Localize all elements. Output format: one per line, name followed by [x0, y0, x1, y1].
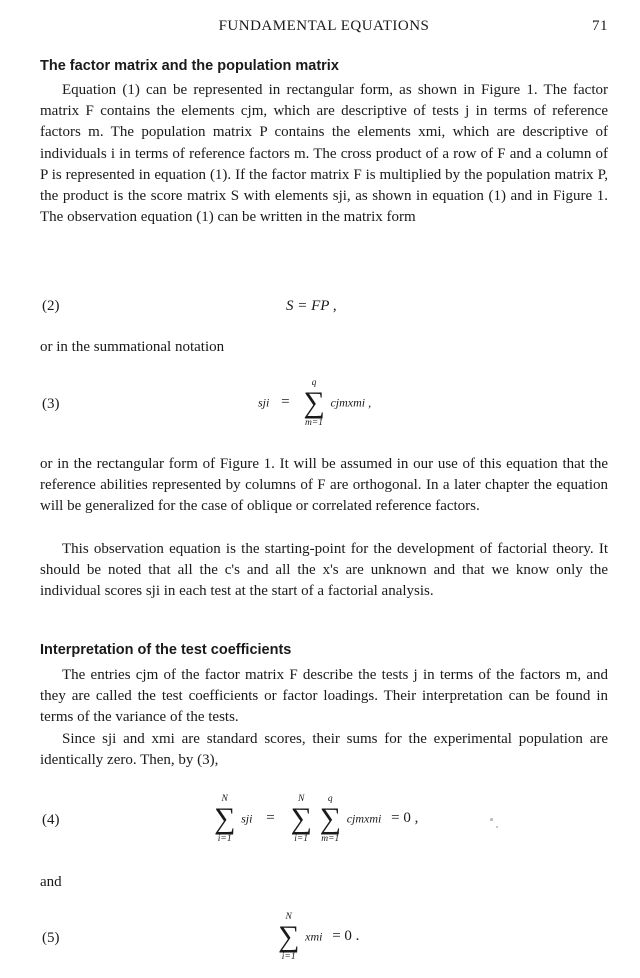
summation-symbol: N ∑ i=1 — [290, 794, 312, 844]
section-heading-test-coefficients: Interpretation of the test coefficients — [40, 642, 292, 658]
and-text: and — [40, 874, 62, 890]
running-title: FUNDAMENTAL EQUATIONS — [218, 18, 430, 34]
equation-2-number: (2) — [42, 298, 60, 314]
scan-speck — [490, 818, 493, 821]
section-heading-factor-matrix: The factor matrix and the population matrix — [40, 58, 339, 74]
summation-symbol: N ∑ i=1 — [278, 912, 300, 962]
paragraph-test-coefficients: The entries cjm of the factor matrix F describe the tests j in terms of the factors m, and they are called the test coefficients or factor loadings. Their interpretation can be found in terms of the variance of the tests. — [40, 667, 608, 726]
equation-5: N ∑ i=1 xmi = 0 . — [278, 912, 360, 962]
summational-intro-text: or in the summational notation — [40, 339, 225, 355]
equation-2: S = FP , — [286, 298, 337, 314]
paragraph-observation-equation: This observation equation is the starting-point for the development of factorial theory. It should be noted that all the c's and all the x's are unknown and that we know only the individual scores sji in each test at the start of a factorial analysis. — [40, 541, 608, 600]
scan-speck — [496, 826, 498, 828]
paragraph-factor-matrix: Equation (1) can be represented in rectangular form, as shown in Figure 1. The factor matrix F contains the elements cjm, which are descriptive of tests j in terms of reference factors m. The population matrix P contains the elements xmi, which are descriptive of individuals i in terms of reference factors m. The cross product of a row of F and a column of P is represented in equation (1). If the factor matrix F is multiplied by the population matrix P, the product is the score matrix S with elements sji, as shown in equation (1) and in Figure 1. The observation equation (1) can be written in the matrix form — [40, 82, 608, 226]
paragraph-standard-scores: Since sji and xmi are standard scores, their sums for the experimental population are identically zero. Then, by (3), — [40, 731, 608, 769]
equation-4: N ∑ i=1 sji = N ∑ i=1 q ∑ m=1 cjmxmi = 0 , — [214, 794, 419, 844]
page-number: 71 — [592, 18, 608, 34]
equation-4-number: (4) — [42, 812, 60, 828]
equation-3-number: (3) — [42, 396, 60, 412]
equation-3-term: cjmxmi , — [330, 395, 372, 410]
equation-3-lhs: sji — [258, 395, 270, 410]
summation-symbol: N ∑ i=1 — [214, 794, 236, 844]
summation-symbol: q ∑ m=1 — [319, 794, 341, 844]
equation-3: sji = q ∑ m=1 cjmxmi , — [258, 378, 372, 428]
running-header — [40, 18, 608, 42]
paragraph-rectangular-form: or in the rectangular form of Figure 1. It will be assumed in our use of this equation that the reference abilities represented by columns of F are orthogonal. In a later chapter the equation will be generalized for the case of oblique or correlated reference factors. — [40, 456, 608, 515]
equation-5-number: (5) — [42, 930, 60, 946]
summation-symbol: q ∑ m=1 — [303, 378, 325, 428]
